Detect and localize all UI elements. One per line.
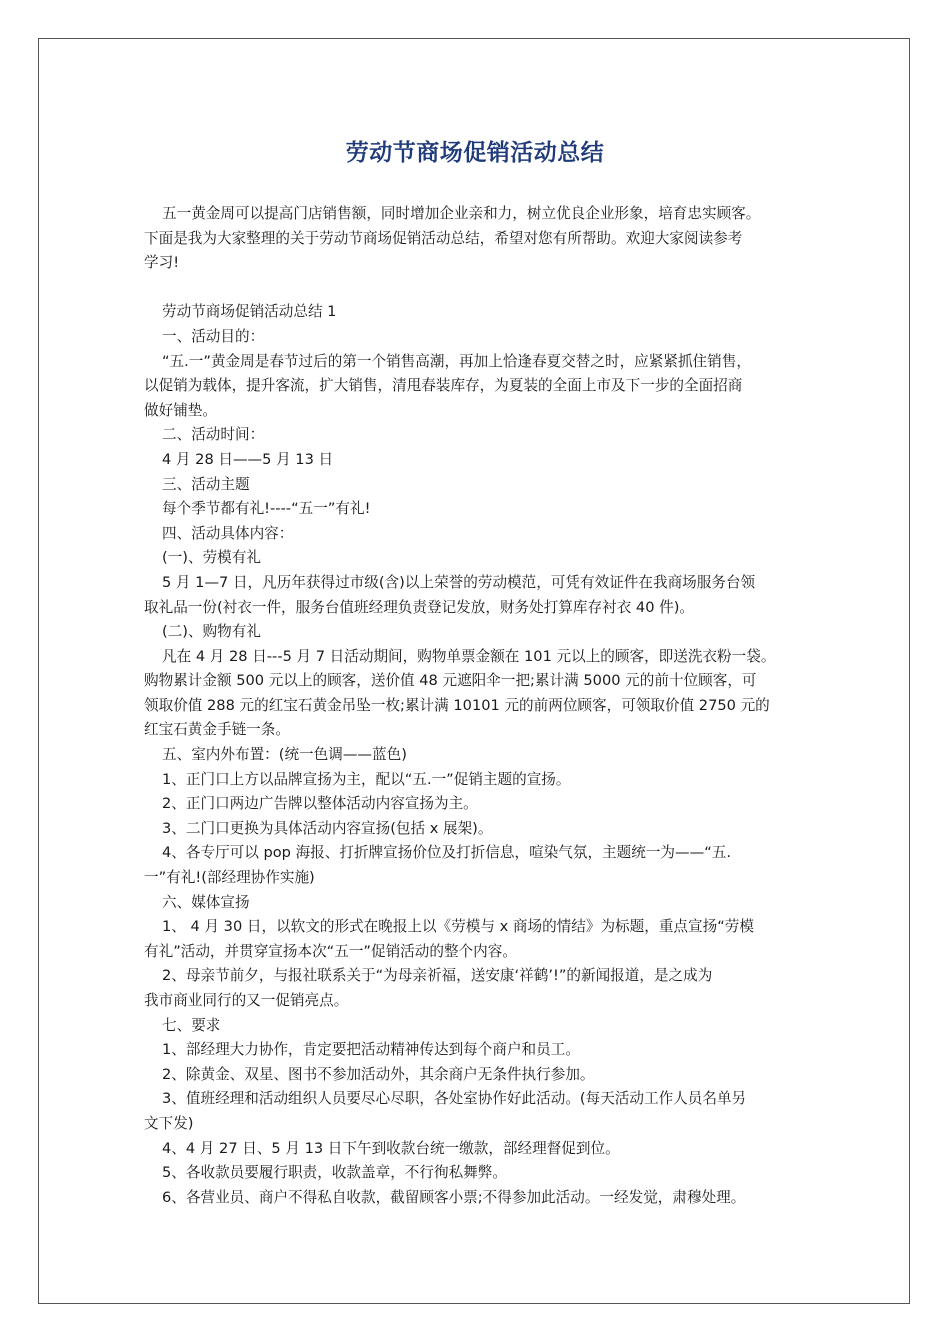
text-line: 红宝石黄金手链一条。 xyxy=(144,721,290,739)
text-line: 六、媒体宣扬 xyxy=(162,893,250,911)
text-line: 做好铺垫。 xyxy=(144,401,217,419)
text-line: 5 月 1—7 日，凡历年获得过市级(含)以上荣誉的劳动模范，可凭有效证件在我商场服务台领 xyxy=(162,573,756,591)
text-line: 二、活动时间： xyxy=(162,426,265,444)
document-body xyxy=(144,202,812,1210)
text-line: 四、活动具体内容： xyxy=(162,524,294,542)
text-line: 3、二门口更换为具体活动内容宣扬(包括 x 展架)。 xyxy=(162,819,493,837)
text-line: 取礼品一份(衬衣一件，服务台值班经理负责登记发放，财务处打算库存衬衣 40 件)。 xyxy=(144,598,695,616)
text-line: 1、正门口上方以品牌宣扬为主，配以“五.一”促销主题的宣扬。 xyxy=(162,770,571,788)
text-line: 五一黄金周可以提高门店销售额，同时增加企业亲和力，树立优良企业形象，培育忠实顾客。 xyxy=(162,205,761,222)
section-heading: 劳动节商场促销活动总结 1 xyxy=(162,303,337,321)
text-line: 下面是我为大家整理的关于劳动节商场促销活动总结，希望对您有所帮助。欢迎大家阅读参考 xyxy=(144,229,743,247)
text-line: 一、活动目的： xyxy=(162,327,265,345)
text-line: 4、4 月 27 日、5 月 13 日下午到收款台统一缴款，部经理督促到位。 xyxy=(162,1139,620,1157)
text-line: 学习! xyxy=(144,254,180,272)
text-line: 一”有礼!(部经理协作实施) xyxy=(144,869,315,887)
text-line: 五、室内外布置：(统一色调——蓝色) xyxy=(162,746,407,764)
text-line: 我市商业同行的又一促销亮点。 xyxy=(144,992,349,1009)
text-line: 2、除黄金、双星、图书不参加活动外，其余商户无条件执行参加。 xyxy=(162,1065,595,1083)
text-line: 领取价值 288 元的红宝石黄金吊坠一枚;累计满 10101 元的前两位顾客，可领取价值 2750 元的 xyxy=(144,696,770,714)
text-line: 2、正门口两边广告牌以整体活动内容宣扬为主。 xyxy=(162,795,478,813)
text-line: 1、部经理大力协作，肯定要把活动精神传达到每个商户和员工。 xyxy=(162,1041,580,1059)
text-line: 2、母亲节前夕，与报社联系关于“为母亲祈福，送安康‘祥鹤’!”的新闻报道，是之成为 xyxy=(162,967,713,985)
text-line: 文下发) xyxy=(144,1114,194,1132)
blank-line xyxy=(144,276,812,301)
text-line: (二)、购物有礼 xyxy=(162,623,261,641)
text-line: (一)、劳模有礼 xyxy=(162,549,261,567)
text-line: 6、各营业员、商户不得私自收款，截留顾客小票;不得参加此活动。一经发觉，肃穆处理。 xyxy=(162,1188,746,1206)
document-title: 劳动节商场促销活动总结 xyxy=(345,140,605,166)
text-line: 5、各收款员要履行职责，收款盖章，不行徇私舞弊。 xyxy=(162,1164,507,1182)
text-line: 3、值班经理和活动组织人员要尽心尽职，各处室协作好此活动。(每天活动工作人员名单另 xyxy=(162,1090,747,1108)
text-line: 购物累计金额 500 元以上的顾客，送价值 48 元遮阳伞一把;累计满 5000 元的前十位顾客，可 xyxy=(144,672,757,690)
text-line: 4、各专厅可以 pop 海报、打折牌宣扬价位及打折信息，喧染气氛，主题统一为——“五. xyxy=(162,844,732,862)
text-line: 4 月 28 日——5 月 13 日 xyxy=(162,450,334,468)
text-line: 有礼”活动，并贯穿宣扬本次“五一”促销活动的整个内容。 xyxy=(144,942,517,960)
text-line: 每个季节都有礼!----“五一”有礼! xyxy=(162,500,371,518)
text-line: 凡在 4 月 28 日---5 月 7 日活动期间，购物单票金额在 101 元以上的顾客，即送洗衣粉一袋。 xyxy=(162,647,776,665)
text-line: 1、 4 月 30 日，以软文的形式在晚报上以《劳模与 x 商场的情结》为标题，重点宣扬“劳模 xyxy=(162,918,754,936)
text-line: 三、活动主题 xyxy=(162,475,250,493)
text-line: “五.一”黄金周是春节过后的第一个销售高潮，再加上恰逢春夏交替之时，应紧紧抓住销售， xyxy=(162,352,751,370)
text-line: 七、要求 xyxy=(162,1016,221,1034)
text-line: 以促销为载体，提升客流，扩大销售，清甩春装库存，为夏装的全面上市及下一步的全面招商 xyxy=(144,377,743,395)
